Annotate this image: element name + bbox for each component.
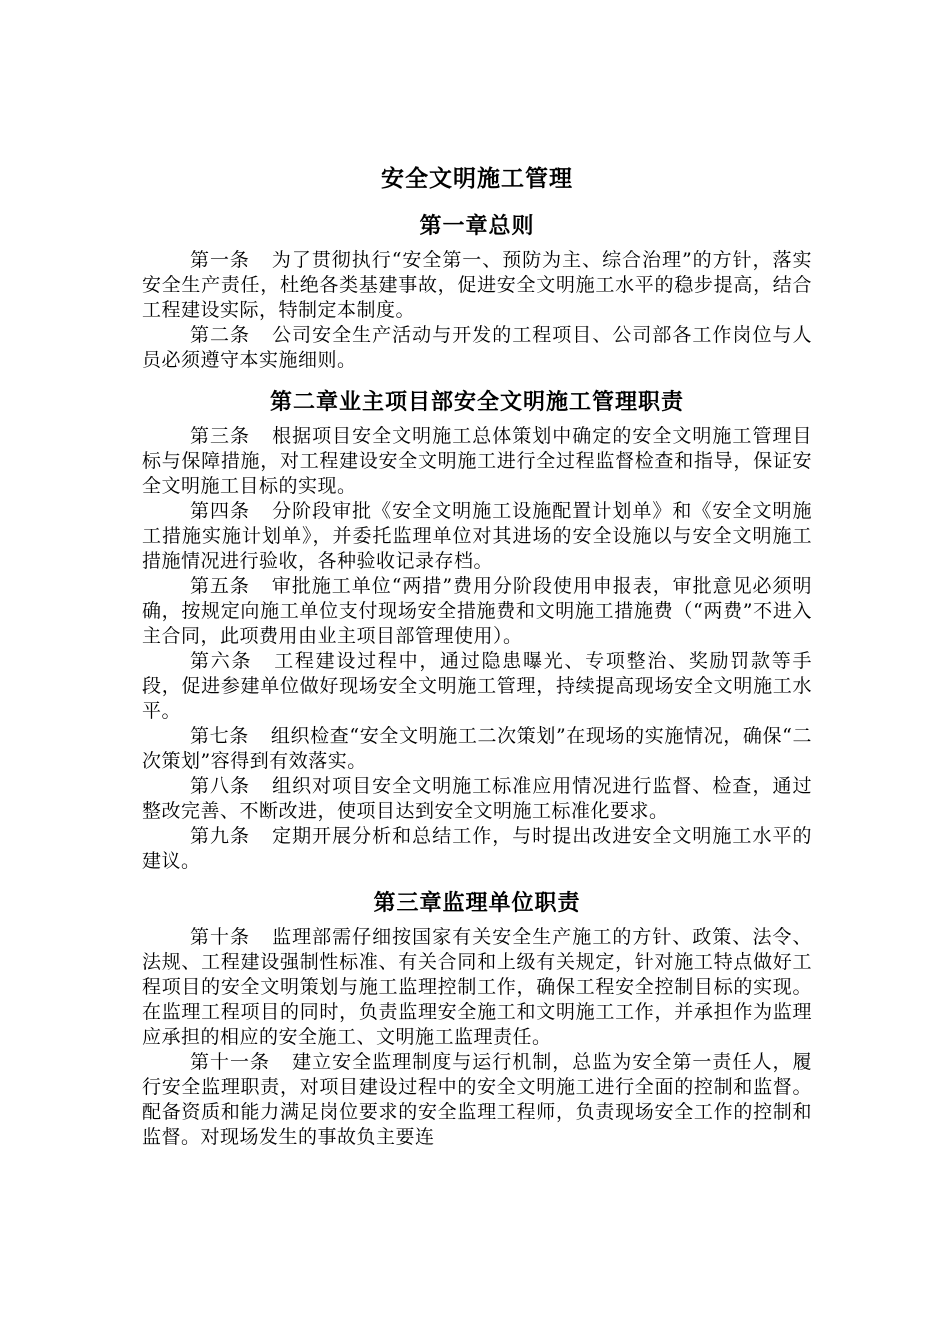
chapter-2 (142, 385, 812, 874)
article-number: 第六条 (190, 650, 253, 672)
article-number: 第九条 (190, 825, 251, 847)
article-paragraph (142, 1050, 812, 1150)
article-text: 审批施工单位“两措”费用分阶段使用申报表，审批意见必须明确，按规定向施工单位支付现场安全措施费和文明施工措施费（“两费”不进入主合同，此项费用由业主项目部管理使用）。 (142, 575, 812, 647)
article-text: 组织检查“安全文明施工二次策划”在现场的实施情况，确保“二次策划”容得到有效落实。 (142, 725, 812, 772)
article-paragraph (142, 824, 812, 874)
article-text: 根据项目安全文明施工总体策划中确定的安全文明施工管理目标与保障措施，对工程建设安全文明施工进行全过程监督检查和指导，保证安全文明施工目标的实现。 (142, 425, 812, 497)
article-number: 第四条 (190, 500, 251, 522)
article-text: 建立安全监理制度与运行机制，总监为安全第一责任人，履行安全监理职责，对项目建设过程中的安全文明施工进行全面的控制和监督。配备资质和能力满足岗位要求的安全监理工程师，负责现场安全工作的控制和监督。对现场发生的事故负主要连 (142, 1051, 812, 1148)
article-number: 第一条 (190, 249, 250, 271)
document-page (142, 150, 812, 1162)
article-text: 组织对项目安全文明施工标准应用情况进行监督、检查，通过整改完善、不断改进，使项目达到安全文明施工标准化要求。 (142, 775, 812, 822)
article-paragraph (142, 499, 812, 574)
article-paragraph (142, 424, 812, 499)
article-number: 第二条 (190, 324, 251, 346)
article-paragraph (142, 774, 812, 824)
article-number: 第八条 (190, 775, 251, 797)
article-text: 工程建设过程中，通过隐患曝光、专项整治、奖励罚款等手段，促进参建单位做好现场安全文明施工管理，持续提高现场安全文明施工水平。 (142, 650, 812, 722)
article-number: 第十一条 (190, 1051, 271, 1073)
chapter-1 (142, 209, 812, 373)
chapter-title: 第二章业主项目部安全文明施工管理职责 (269, 389, 684, 415)
chapter-title: 第一章总则 (419, 213, 535, 239)
chapter-3 (142, 886, 812, 1150)
article-text: 公司安全生产活动与开发的工程项目、公司部各工作岗位与人员必须遵守本实施细则。 (142, 324, 812, 371)
article-text: 定期开展分析和总结工作，与时提出改进安全文明施工水平的建议。 (142, 825, 812, 872)
article-number: 第三条 (190, 425, 251, 447)
article-text: 分阶段审批《安全文明施工设施配置计划单》和《安全文明施工措施实施计划单》，并委托监理单位对其进场的安全设施以与安全文明施工措施情况进行验收，各种验收记录存档。 (142, 500, 812, 572)
article-paragraph (142, 724, 812, 774)
article-paragraph (142, 248, 812, 323)
article-text: 为了贯彻执行“安全第一、预防为主、综合治理”的方针，落实安全生产责任，杜绝各类基建事故，促进安全文明施工水平的稳步提高，结合工程建设实际，特制定本制度。 (142, 249, 812, 321)
article-paragraph (142, 574, 812, 649)
article-number: 第五条 (190, 575, 250, 597)
article-paragraph (142, 323, 812, 373)
article-paragraph (142, 649, 812, 724)
article-text: 监理部需仔细按国家有关安全生产施工的方针、政策、法令、法规、工程建设强制性标准、有关合同和上级有关规定，针对施工特点做好工程项目的安全文明策划与施工监理控制工作，确保工程安全控制目标的实现。在监理工程项目的同时，负责监理安全施工和文明施工工作，并承担作为监理应承担的相应的安全施工、文明施工监理责任。 (142, 926, 812, 1048)
chapter-title: 第三章监理单位职责 (373, 890, 581, 916)
article-paragraph (142, 925, 812, 1050)
document-title: 安全文明施工管理 (381, 165, 573, 192)
article-number: 第十条 (190, 926, 251, 948)
article-number: 第七条 (190, 725, 249, 747)
